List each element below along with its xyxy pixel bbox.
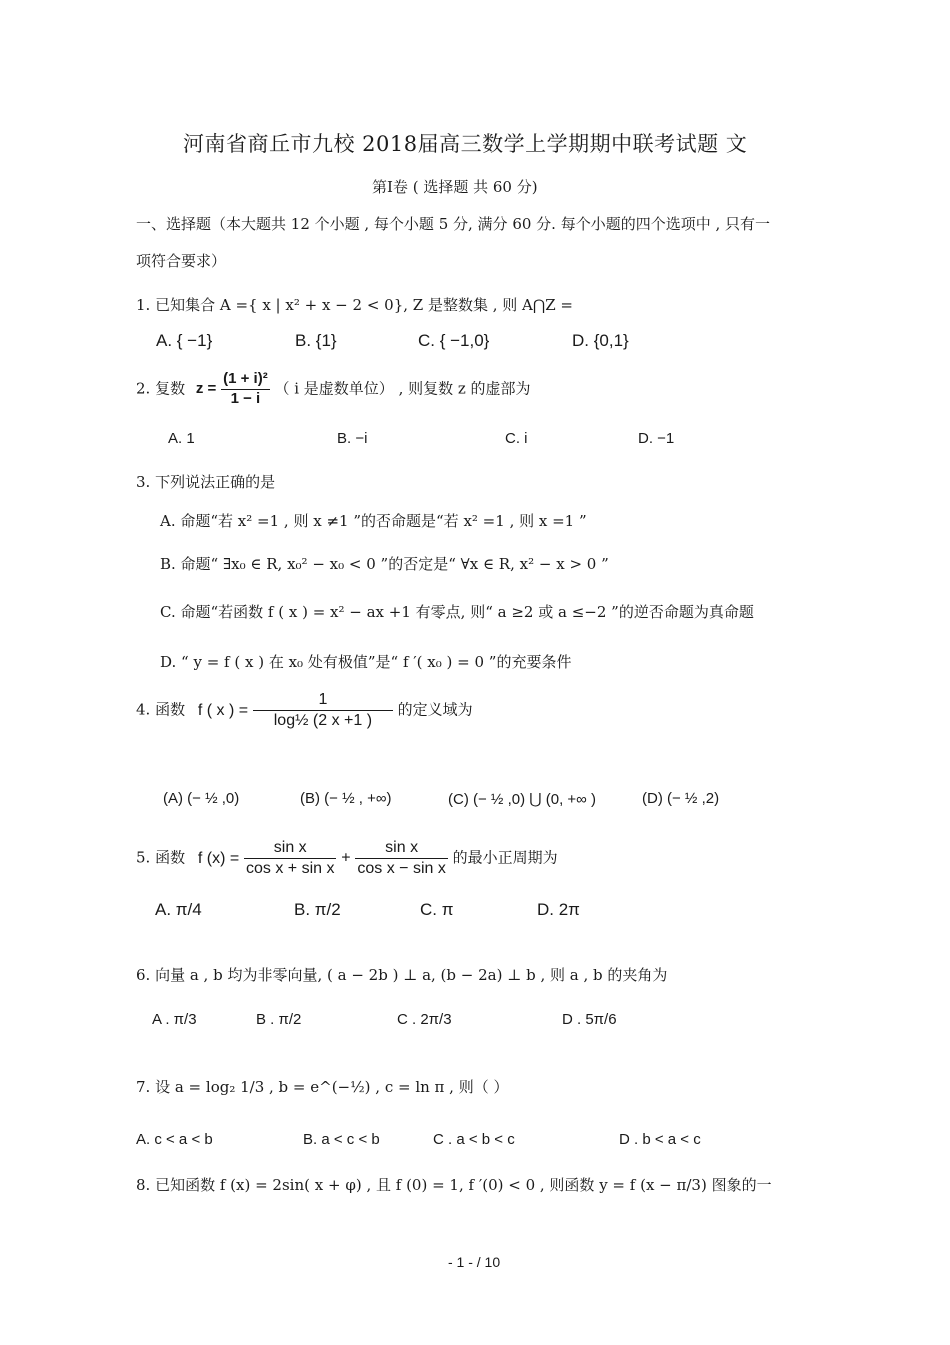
question-3-option-a: A. 命题“若 x² =1 , 则 x ≠1 ”的否命题是“若 x² =1 , 则 x =1 ” (160, 512, 587, 530)
question-2-fraction (221, 370, 270, 409)
question-4-fx: f ( x ) = (197, 701, 249, 719)
question-6-option-a: A . π/3 (152, 1011, 197, 1028)
question-7-option-a: A. c < a < b (136, 1131, 213, 1148)
question-8-stem: 8. 已知函数 f (x) = 2sin( x + φ) , 且 f (0) = 1, f ′(0) < 0 , 则函数 y = f (x − π/3) 图象的一 (136, 1176, 772, 1194)
question-2-stem (136, 370, 531, 409)
volume-heading: 第Ⅰ卷 ( 选择题 共 60 分) (372, 178, 538, 196)
question-4-fraction (253, 690, 393, 731)
question-2-option-a: A. 1 (168, 430, 195, 447)
question-1-option-a: A. { −1} (156, 331, 213, 350)
section-instruction-line2: 项符合要求） (136, 252, 227, 270)
question-5-prefix: 5. 函数 (136, 848, 186, 867)
question-3-option-c: C. 命题“若函数 f ( x ) = x² − ax +1 有零点, 则“ a ≥2 或 a ≤−2 ”的逆否命题为真命题 (160, 603, 754, 621)
question-7-stem: 7. 设 a = log₂ 1/3 , b = e^(−½) , c = ln π , 则（ ） (136, 1078, 509, 1096)
question-4-option-c: (C) (− ½ ,0) ⋃ (0, +∞ ) (448, 791, 597, 808)
question-5-suffix: 的最小正周期为 (452, 848, 558, 867)
question-1-option-d: D. {0,1} (572, 331, 629, 350)
question-4-denominator: log½ (2 x +1 ) (273, 712, 373, 729)
question-5-numerator-1: sin x (244, 838, 336, 859)
question-2-prefix: 2. 复数 (136, 379, 186, 398)
page-title: 河南省商丘市九校 2018届高三数学上学期期中联考试题 文 (183, 132, 748, 156)
question-3-stem: 3. 下列说法正确的是 (136, 473, 276, 491)
question-4-suffix: 的定义域为 (397, 700, 473, 719)
section-instruction-line1: 一、选择题（本大题共 12 个小题 , 每个小题 5 分, 满分 60 分. 每个小题的四个选项中 , 只有一 (136, 215, 771, 233)
question-2-option-b: B. −i (337, 430, 368, 447)
question-7-option-d: D . b < a < c (619, 1131, 701, 1148)
question-5-fraction-2 (355, 838, 447, 879)
question-7-option-b: B. a < c < b (303, 1131, 380, 1148)
question-6-option-d: D . 5π/6 (562, 1011, 617, 1028)
question-4-option-b: (B) (− ½ , +∞) (300, 790, 392, 807)
question-3-option-b: B. 命题“ ∃x₀ ∈ R, x₀² − x₀ < 0 ”的否定是“ ∀x ∈ R, x² − x > 0 ” (160, 555, 609, 573)
question-5-option-b: B. π/2 (294, 900, 341, 919)
question-2-denominator: 1 − i (230, 389, 261, 407)
question-3-option-d: D. “ y = f ( x ) 在 x₀ 处有极值”是“ f ′( x₀ ) = 0 ”的充要条件 (160, 653, 572, 671)
question-5-numerator-2: sin x (355, 838, 447, 859)
question-5-fx: f (x) = (197, 849, 240, 867)
question-1-option-b: B. {1} (295, 331, 337, 350)
question-2-option-c: C. i (505, 430, 528, 447)
question-2-option-d: D. −1 (638, 430, 675, 447)
question-4-prefix: 4. 函数 (136, 700, 186, 719)
question-6-option-c: C . 2π/3 (397, 1011, 452, 1028)
question-5-denominator-2: cos x − sin x (357, 860, 446, 877)
question-5-option-d: D. 2π (537, 900, 580, 919)
question-5-plus: + (341, 849, 351, 867)
question-4-option-d: (D) (− ½ ,2) (642, 790, 720, 807)
question-5-stem (136, 838, 558, 879)
question-5-option-a: A. π/4 (155, 900, 202, 919)
question-5-denominator-1: cos x + sin x (246, 860, 335, 877)
question-2-suffix: （ i 是虚数单位） , 则复数 z 的虚部为 (274, 379, 531, 398)
question-2-z: z = (195, 380, 217, 398)
question-4-option-a: (A) (− ½ ,0) (163, 790, 240, 807)
question-2-numerator: (1 + i)² (221, 370, 270, 390)
question-5-fraction-1 (244, 838, 336, 879)
question-6-option-b: B . π/2 (256, 1011, 302, 1028)
question-4-numerator: 1 (253, 690, 393, 711)
question-1-option-c: C. { −1,0} (418, 331, 490, 350)
question-5-option-c: C. π (420, 900, 454, 919)
page-number: - 1 - / 10 (448, 1254, 501, 1270)
question-4-stem (136, 690, 473, 731)
question-1-stem: 1. 已知集合 A ={ x | x² + x − 2 < 0}, Z 是整数集 , 则 A⋂Z = (136, 296, 573, 314)
question-6-stem: 6. 向量 a , b 均为非零向量, ( a − 2b ) ⊥ a, (b − 2a) ⊥ b , 则 a , b 的夹角为 (136, 966, 668, 984)
question-7-option-c: C . a < b < c (433, 1131, 515, 1148)
